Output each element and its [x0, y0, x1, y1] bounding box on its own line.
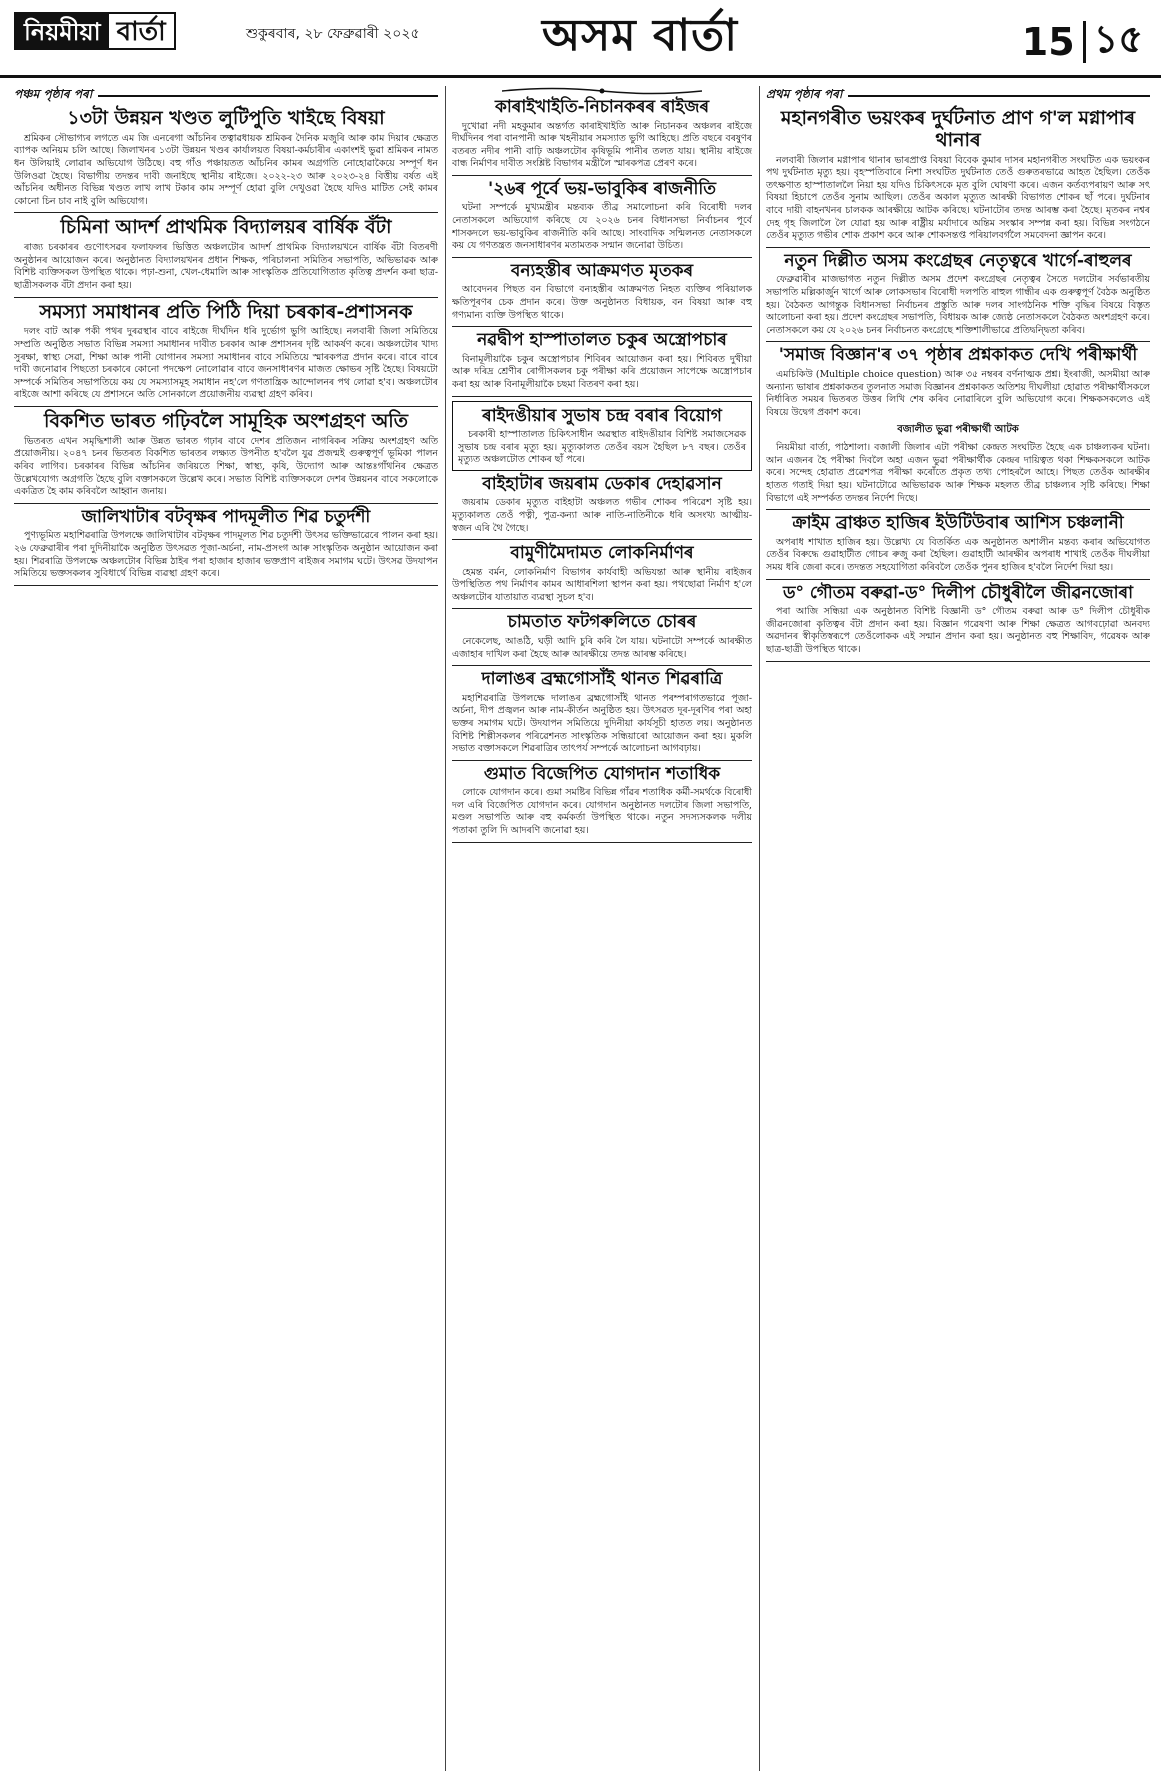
article-headline: জালিখাটাৰ বটবৃক্ষৰ পাদমূলীত শিৱ চতুৰ্দশী [81, 506, 371, 527]
continued-rule [848, 95, 1150, 97]
article-chimina-school[interactable] [14, 217, 438, 297]
article-accident-officer[interactable] [766, 108, 1150, 248]
article-body: পৰা আজি সন্ধিয়া এক অনুষ্ঠানত বিশিষ্ট বিজ্ঞানী ড° গৌতম বৰুৱা আৰু ড° দিলীপ চৌধুৰীক জীৱনজোৰা কৃতিত্বৰ বঁটা প্ৰদান কৰা হয়। বিজ্ঞান গৱেষণা আৰু শিক্ষা ক্ষেত্ৰত আগবঢ়োৱা অনবদ্য অৱদানৰ স্বীকৃতিস্বৰূপে তেওঁলোকক এই সন্মান প্ৰদান কৰা হয়। অনুষ্ঠানত বহু শিক্ষাবিদ, গৱেষক আৰু ছাত্ৰ-ছাত্ৰী উপস্থিত থাকে। [766, 606, 1150, 655]
article-politics-2026[interactable] [452, 180, 752, 258]
continued-rule [98, 95, 438, 97]
article-elephant-attack[interactable] [452, 262, 752, 327]
logo-part-1: নিয়মীয়া [16, 14, 109, 48]
article-body: বিনামূলীয়াকৈ চকুৰ অস্ত্ৰোপচাৰ শিবিৰৰ আয়োজন কৰা হয়। শিবিৰত দুখীয়া আৰু দৰিদ্ৰ শ্ৰেণীৰ ৰোগীসকলৰ চকু পৰীক্ষা কৰি প্ৰয়োজন সাপেক্ষে অস্ত্ৰোপচাৰ কৰা হয় আৰু বিনামূলীয়াকৈ চছমা বিতৰণ কৰা হয়। [452, 353, 752, 390]
article-eye-surgery[interactable] [452, 331, 752, 396]
column-divider [759, 86, 760, 1771]
article-headline: নৱদ্বীপ হাস্পাতালত চকুৰ অস্ত্ৰোপচাৰ [477, 330, 727, 351]
article-headline: ১৩টা উন্নয়ন খণ্ডত লুটিপুতি খাইছে বিষয়া [67, 107, 385, 129]
article-body: ভিতৰত এখন সমৃদ্ধিশালী আৰু উন্নত ভাৰত গঢ়াৰ বাবে দেশৰ প্ৰতিজন নাগৰিকৰ সক্ৰিয় অংশগ্ৰহণ অতি প্ৰয়োজনীয়। ২০৪৭ চনৰ ভিতৰত বিকশিত ভাৰতৰ লক্ষ্যত উপনীত হ'বলৈ যুৱ প্ৰজন্মই গুৰুত্বপূৰ্ণ ভূমিকা পালন কৰিব লাগিব। চৰকাৰৰ বিভিন্ন আঁচনিৰ জৰিয়তে শিক্ষা, স্বাস্থ্য, কৃষি, উদ্যোগ আৰু আন্তঃগাঁথনিৰ ক্ষেত্ৰত উল্লেখযোগ্য অগ্ৰগতি হৈছে বুলি বক্তাসকলে উল্লেখ কৰে। সভাত বিশিষ্ট ব্যক্তিসকলে দেশৰ উন্নয়নৰ বাবে সকলোকে একত্ৰিত হৈ কাম কৰিবলৈ আহ্বান জনায়। [14, 435, 438, 498]
article-theft[interactable] [452, 613, 752, 666]
article-problem-solving[interactable] [14, 302, 438, 407]
article-headline: সমস্যা সমাধানৰ প্ৰতি পিঠি দিয়া চৰকাৰ-প্ৰশাসনক [39, 300, 413, 323]
article-guma-bjp[interactable] [452, 765, 752, 843]
article-body: শ্ৰমিকৰ সৌভাগ্যৰ লগতে এম জি এনৰেগা আঁচনিৰ তত্বাৱধায়ক শ্ৰমিকৰ দৈনিক মজুৰি আৰু কাম দিয়াৰ ক্ষেত্ৰত ব্যাপক অনিয়ম চলি আছে। জিলাখনৰ ১৩টা উন্নয়ন খণ্ডৰ কাৰ্যালয়ত বিষয়া-কৰ্মচাৰীৰ একাংশই ভুৱা শ্ৰমিকৰ নামত ধন উলিয়াই লোৱাৰ অভিযোগ উঠিছে। বহু গাঁও পঞ্চায়তত আঁচনিৰ কামৰ অগ্ৰগতি নোহোৱাকৈয়ে সম্পূৰ্ণ ধন উলিওৱা হৈছে। বিভাগীয় তদন্তৰ দাবী জনাইছে স্থানীয় ৰাইজে। ২০২২-২৩ আৰু ২০২৩-২৪ বিত্তীয় বৰ্ষত এই আঁচনিৰ অধীনত বিভিন্ন খণ্ডত লাখ লাখ টকাৰ কাম সম্পূৰ্ণ হোৱা বুলি দেখুওৱা হৈছে যদিও মাটিত সেই কামৰ কোনো চিন চাব নাই বুলি অভিযোগ। [14, 132, 438, 207]
page-number [1022, 10, 1143, 74]
article-development-blocks[interactable] [14, 108, 438, 213]
article-body: পুণ্যভূমিত মহাশিৱৰাত্ৰি উপলক্ষে জালিখাটাৰ বটবৃক্ষৰ পাদমূলত শিৱ চতুৰ্দশী উৎসৱ ভক্তিভাৱেৰে পালন কৰা হয়। ২৬ ফেব্ৰুৱাৰীৰ পৰা দুদিনীয়াকৈ অনুষ্ঠিত উৎসৱত পূজা-অৰ্চনা, নাম-প্ৰসংগ আৰু সাংস্কৃতিক অনুষ্ঠান আয়োজন কৰা হয়। শিৱৰাত্ৰি উপলক্ষে অঞ্চলটোৰ বিভিন্ন ঠাইৰ পৰা হাজাৰ হাজাৰ ভক্তপ্ৰাণ ৰাইজৰ সমাগম ঘটে। উৎসৱ উদযাপন সমিতিয়ে ভক্তসকলৰ সুবিধাৰ্থে বিভিন্ন ব্যৱস্থা গ্ৰহণ কৰে। [14, 530, 438, 580]
article-body: নলবাৰী জিলাৰ মগ্নাপাৰ থানাৰ ভাৰপ্ৰাপ্ত বিষয়া বিবেক কুমাৰ দাসৰ মহানগৰীত সংঘটিত এক ভয়ংকৰ পথ দুৰ্ঘটনাত মৃত্যু হয়। বৃহস্পতিবাৰে নিশা সংঘটিত দুৰ্ঘটনাত তেওঁ গুৰুতৰভাৱে আহত হৈছিল। তেওঁক তৎক্ষণাত হাস্পাতাললৈ নিয়া হয় যদিও চিকিৎসকে মৃত বুলি ঘোষণা কৰে। এজন কৰ্তব্যপৰায়ণ আৰু সৎ বিষয়া হিচাপে তেওঁৰ সুনাম আছিল। তেওঁৰ অকাল মৃত্যুত আৰক্ষী বিভাগত শোকৰ ছাঁ পৰে। দুৰ্ঘটনাৰ বাবে দায়ী বাহনখনৰ চালকক আৰক্ষীয়ে আটক কৰিছে। ঘটনাটোৰ তদন্ত আৰম্ভ কৰা হৈছে। মৃতকৰ নশ্বৰ দেহ গৃহ জিলালৈ লৈ যোৱা হয় আৰু ৰাষ্ট্ৰীয় মৰ্যাদাৰে অন্তিম সংস্কাৰ সম্পন্ন কৰা হয়। বিভিন্ন সংগঠনে তেওঁৰ মৃত্যুত গভীৰ শোক প্ৰকাশ কৰে আৰু শোকসন্তপ্ত পৰিয়ালবৰ্গলৈ সমবেদনা জ্ঞাপন কৰে। [766, 154, 1150, 242]
ornament-icon [502, 86, 702, 96]
continued-label: প্ৰথম পৃষ্ঠাৰ পৰা [766, 86, 1150, 106]
article-body: দুখোৱা নদী মহকুমাৰ অন্তৰ্গত কাৰাইখাইতি আৰু নিচানকৰ অঞ্চলৰ ৰাইজে দীৰ্ঘদিনৰ পৰা বানপানী আৰু খহনীয়াৰ সমস্যাত ভুগি আহিছে। প্ৰতি বছৰে বৰষুণৰ বতৰত নদীৰ পানী বাঢ়ি অঞ্চলটোৰ কৃষিভূমি পানীৰ তলত যায়। স্থানীয় ৰাইজে বান্ধ নিৰ্মাণৰ দাবীত সংশ্লিষ্ট বিভাগৰ মন্ত্ৰীলৈ স্মাৰকপত্ৰ প্ৰেৰণ কৰে। [452, 120, 752, 170]
article-headline: '২৬ৰ পূৰ্বে ভয়-ভাবুকিৰ ৰাজনীতি [488, 178, 716, 199]
right-column [766, 86, 1150, 1771]
article-dalang-shivaratri[interactable] [452, 670, 752, 761]
article-body: আবেদনৰ পিছত বন বিভাগে বন্যহস্তীৰ আক্ৰমণত নিহত ব্যক্তিৰ পৰিয়ালক ক্ষতিপূৰণৰ চেক প্ৰদান কৰে। উক্ত অনুষ্ঠানত বিধায়ক, বন বিষয়া আৰু বহু গণ্যমান্য ব্যক্তি উপস্থিত থাকে। [452, 284, 752, 321]
article-headline: চামতাত ফটগৰুলিতে চোৰৰ [507, 612, 697, 633]
page-number-bengali: ১৫ [1093, 17, 1143, 61]
article-body: জয়ৰাম ডেকাৰ মৃত্যুত বাইহাটা অঞ্চলত গভীৰ শোকৰ পৰিৱেশ সৃষ্টি হয়। মৃত্যুকালত তেওঁ পত্নী, পুত্ৰ-কন্যা আৰু নাতি-নাতিনীকে ধৰি অসংখ্য আত্মীয়-স্বজন এৰি থৈ গৈছে। [452, 497, 752, 534]
article-headline: মহানগৰীত ভয়ংকৰ দুৰ্ঘটনাত প্ৰাণ গ'ল মগ্নাপাৰ থানাৰ [780, 107, 1136, 151]
article-lifetime-award[interactable] [766, 584, 1150, 662]
article-body: এমচিকিউ (Multiple choice question) আৰু ৩৫ নম্বৰৰ বৰ্ণনাত্মক প্ৰশ্ন। ইংৰাজী, অসমীয়া আৰু অন্যান্য ভাষাৰ প্ৰশ্নকাকতৰ তুলনাত সমাজ বিজ্ঞানৰ প্ৰশ্নকাকত অতিশয় দীঘলীয়া হোৱাত পৰীক্ষাৰ্থীসকলে নিৰ্ধাৰিত সময়ৰ ভিতৰত উত্তৰ লিখি শেষ কৰিব নোৱাৰিলে বুলি অভিযোগ কৰে। শিক্ষকসকলেও এই বিষয়ে উদ্বেগ প্ৰকাশ কৰে। [766, 368, 1150, 418]
left-column [14, 86, 438, 1771]
middle-column [452, 86, 752, 1771]
article-body: ৰাজ্য চৰকাৰৰ গুণোৎসৱৰ ফলাফলৰ ভিত্তিত অঞ্চলটোৰ আদৰ্শ প্ৰাথমিক বিদ্যালয়খনে বাৰ্ষিক বঁটা বিতৰণী অনুষ্ঠানৰ আয়োজন কৰে। অনুষ্ঠানত বিদ্যালয়খনৰ প্ৰধান শিক্ষক, পৰিচালনা সমিতিৰ সভাপতি, অভিভাৱক আৰু বিশিষ্ট ব্যক্তিসকল উপস্থিত থাকে। পঢ়া-শুনা, খেল-ধেমালি আৰু সাংস্কৃতিক প্ৰতিযোগিতাত কৃতিত্ব প্ৰদৰ্শন কৰা ছাত্ৰ-ছাত্ৰীসকলক বঁটা প্ৰদান কৰা হয়। [14, 242, 438, 292]
article-congress-delhi[interactable] [766, 252, 1150, 343]
article-body: লোকে যোগদান কৰে। গুমা সমষ্টিৰ বিভিন্ন গাঁৱৰ শতাধিক কৰ্মী-সমৰ্থকে বিৰোধী দল এৰি বিজেপিত যোগদান কৰে। যোগদান অনুষ্ঠানত দলটোৰ জিলা সভাপতি, মণ্ডল সভাপতি আৰু বহু কৰ্মকৰ্তা উপস্থিত থাকে। নতুন সদস্যসকলক দলীয় পতাকা তুলি দি আদৰণি জনোৱা হয়। [452, 787, 752, 837]
section-title: অসম বাৰ্তা [542, 10, 738, 61]
article-shiva-chaturdashi[interactable] [14, 508, 438, 586]
article-headline: বাইহাটাৰ জয়ৰাম ডেকাৰ দেহাৱসান [482, 473, 722, 494]
dateline: শুকুৰবাৰ, ২৮ ফেব্ৰুৱাৰী ২০২৫ [246, 26, 420, 42]
article-headline: কাৰাইখাইতি-নিচানকৰৰ ৰাইজৰ [494, 97, 710, 117]
masthead [0, 0, 1161, 78]
article-social-science-paper[interactable] [766, 346, 1150, 510]
article-body: ঘটনা সম্পৰ্কে মুখ্যমন্ত্ৰীৰ মন্তব্যক তীব্ৰ সমালোচনা কৰি বিৰোধী দলৰ নেতাসকলে অভিযোগ কৰিছে যে ২০২৬ চনৰ বিধানসভা নিৰ্বাচনৰ পূৰ্বে শাসকদলে ভয়-ভাবুকিৰ ৰাজনীতি কৰি আছে। সাংবাদিক সন্মিলনত নেতাসকলে কয় যে গণতন্ত্ৰত জনসাধাৰণৰ মতামতক সন্মান জনোৱা উচিত। [452, 202, 752, 252]
article-headline: ৰাইদঙীয়াৰ সুভাষ চন্দ্ৰ বৰাৰ বিয়োগ [482, 405, 722, 426]
page-number-divider [1083, 21, 1086, 63]
article-headline: বিকশিত ভাৰত গঢ়িবলৈ সামূহিক অংশগ্ৰহণ অতি [44, 410, 408, 433]
article-headline: ড° গৌতম বৰুৱা-ড° দিলীপ চৌধুৰীলৈ জীৱনজোৰা [782, 582, 1134, 603]
article-youtuber-crime-branch[interactable] [766, 514, 1150, 579]
newspaper-logo[interactable] [14, 12, 176, 50]
article-headline: বামুণীমৈদামত লোকনিৰ্মাণৰ [510, 543, 694, 564]
article-body: ফেব্ৰুৱাৰীৰ মাজভাগত নতুন দিল্লীত অসম প্ৰদেশ কংগ্ৰেছৰ নেতৃত্বৰ সৈতে দলটোৰ সৰ্বভাৰতীয় সভাপতি মল্লিকাৰ্জুন খাৰ্গে আৰু লোকসভাৰ বিৰোধী দলপতি ৰাহুল গান্ধীৰ এক গুৰুত্বপূৰ্ণ বৈঠক অনুষ্ঠিত হয়। বৈঠকত আগন্তুক বিধানসভা নিৰ্বাচনৰ প্ৰস্তুতি আৰু দলৰ সাংগঠনিক শক্তি বৃদ্ধিৰ বিষয়ে বিস্তৃত আলোচনা কৰা হয়। প্ৰদেশ কংগ্ৰেছৰ সভাপতি, বিধায়ক আৰু জ্যেষ্ঠ নেতাসকলে বৈঠকত অংশগ্ৰহণ কৰে। নেতাসকলে কয় যে ২০২৬ চনৰ নিৰ্বাচনত কংগ্ৰেছে শক্তিশালীভাৱে প্ৰতিদ্বন্দ্বিতা কৰিব। [766, 274, 1150, 336]
article-karaikhaiti[interactable] [452, 98, 752, 176]
article-body: নেকেলেছ, আঙঠি, ঘড়ী আদি চুৰি কৰি লৈ যায়। ঘটনাটো সম্পৰ্কে আৰক্ষীত এজাহাৰ দাখিল কৰা হৈছে আৰু আৰক্ষীয়ে তদন্ত আৰম্ভ কৰিছে। [452, 636, 752, 660]
article-headline: দালাঙৰ ব্ৰহ্মগোসাঁই থানত শিৱৰাত্ৰি [481, 669, 723, 690]
article-body: হেমন্ত বৰ্মন, লোকনিৰ্মাণ বিভাগৰ কাৰ্যবাহী অভিযন্তা আৰু স্থানীয় ৰাইজৰ উপস্থিতিত পথ নিৰ্মাণৰ কামৰ আধাৰশিলা স্থাপন কৰা হয়। পথছোৱা নিৰ্মাণ হ'লে অঞ্চলটোৰ যাতায়াত ব্যৱস্থা সুচল হ'ব। [452, 566, 752, 603]
article-headline: 'সমাজ বিজ্ঞান'ৰ ৩৭ পৃষ্ঠাৰ প্ৰশ্নকাকত দেখি পৰীক্ষাৰ্থী [778, 345, 1138, 366]
article-obituary-jayaram[interactable] [452, 475, 752, 540]
article-viksit-bharat[interactable] [14, 411, 438, 504]
article-body: চৰকাৰী হাস্পাতালত চিকিৎসাধীন অৱস্থাত ৰাইদঙীয়াৰ বিশিষ্ট সমাজসেৱক সুভাষ চন্দ্ৰ বৰাৰ মৃত্যু হয়। মৃত্যুকালত তেওঁৰ বয়স হৈছিল ৮৭ বছৰ। তেওঁৰ মৃত্যুত অঞ্চলটোত শোকৰ ছাঁ পৰে। [458, 429, 746, 466]
article-headline: বন্যহস্তীৰ আক্ৰমণত মৃতকৰ [510, 260, 694, 281]
article-bamunimaidam[interactable] [452, 544, 752, 609]
article-headline: নতুন দিল্লীত অসম কংগ্ৰেছৰ নেতৃত্বৰে খাৰ্গে-ৰাহুলৰ [784, 250, 1132, 271]
logo-part-2: বাৰ্তা [109, 14, 174, 48]
article-body: দলং বাট আৰু পকী পথৰ দুৰৱস্থাৰ বাবে ৰাইজে দীৰ্ঘদিন ধৰি দুৰ্ভোগ ভুগি আহিছে। নলবাৰী জিলা সমিতিয়ে সম্প্ৰতি অনুষ্ঠিত সভাত বিভিন্ন সমস্যা সমাধানৰ দাবীত চৰকাৰ আৰু প্ৰশাসনৰ দৃষ্টি আকৰ্ষণ কৰে। অঞ্চলটোৰ খাদ্য সুৰক্ষা, স্বাস্থ্য সেৱা, শিক্ষা আৰু পানী যোগানৰ সমস্যা সমাধানৰ বাবে সমিতিয়ে স্মাৰকপত্ৰ প্ৰদান কৰে। বাৰে বাৰে দাবী জনোৱাৰ পিছতো চৰকাৰে কোনো পদক্ষেপ নোলোৱাৰ বাবে জনসাধাৰণৰ মাজত ক্ষোভৰ সৃষ্টি হৈছে। বিষয়টো সম্পৰ্কে সমিতিৰ সভাপতিয়ে কয় যে সমস্যাসমূহ সমাধান নহ'লে গণতান্ত্ৰিক আন্দোলনৰ পথ লোৱা হ'ব। অঞ্চলটোৰ ৰাইজে আশা কৰিছে যে প্ৰশাসনে অতি সোনকালে প্ৰয়োজনীয় ব্যৱস্থা গ্ৰহণ কৰিব। [14, 326, 438, 401]
article-body: নিয়মীয়া বাৰ্তা, পাঠশালা। বজালী জিলাৰ এটা পৰীক্ষা কেন্দ্ৰত সংঘটিত হৈছে এক চাঞ্চল্যকৰ ঘটনা। আন এজনৰ হৈ পৰীক্ষা দিবলৈ অহা এজন ভুৱা পৰীক্ষাৰ্থীক কেন্দ্ৰৰ দায়িত্বত থকা শিক্ষকসকলে আটক কৰে। সন্দেহ হোৱাত প্ৰৱেশপত্ৰ পৰীক্ষা কৰোঁতে প্ৰকৃত তথ্য পোহৰলৈ আহে। পিছত তেওঁক আৰক্ষীৰ হাতত গতাই দিয়া হয়। ঘটনাটোৱে অভিভাৱক আৰু শিক্ষক মহলত তীব্ৰ চাঞ্চল্যৰ সৃষ্টি কৰিছে। শিক্ষা বিভাগে এই সম্পৰ্কত তদন্তৰ নিৰ্দেশ দিছে। [766, 442, 1150, 504]
article-obituary-subhash[interactable] [452, 401, 752, 471]
article-body: অপৰাধ শাখাত হাজিৰ হয়। উল্লেখ্য যে বিতৰ্কিত এক অনুষ্ঠানত অশালীন মন্তব্য কৰাৰ অভিযোগত তেওঁৰ বিৰুদ্ধে গুৱাহাটীত গোচৰ ৰুজু কৰা হৈছিল। গুৱাহাটী আৰক্ষীৰ অপৰাধ শাখাই তেওঁক দীঘলীয়া সময় ধৰি জেৰা কৰে। তদন্তত সহযোগিতা কৰিবলৈ তেওঁক পুনৰ হাজিৰ হ'বলৈ নিৰ্দেশ দিয়া হয়। [766, 536, 1150, 573]
page-number-latin: 15 [1021, 20, 1075, 64]
article-headline: গুমাত বিজেপিত যোগদান শতাধিক [483, 763, 721, 784]
article-subhead: বজালীত ভুৱা পৰীক্ষাৰ্থী আটক [897, 424, 1019, 436]
article-headline: ক্ৰাইম ব্ৰাঞ্চত হাজিৰ ইউটিউবাৰ আশিস চঞ্চলানী [792, 513, 1124, 534]
column-divider [445, 86, 446, 1771]
article-headline: চিমিনা আদৰ্শ প্ৰাথমিক বিদ্যালয়ৰ বাৰ্ষিক বঁটা [60, 216, 392, 239]
article-body: মহাশিৱৰাত্ৰি উপলক্ষে দালাঙৰ ব্ৰহ্মগোসাঁই থানত পৰম্পৰাগতভাৱে পূজা-অৰ্চনা, দীপ প্ৰজ্বলন আৰু নাম-কীৰ্তন অনুষ্ঠিত হয়। উৎসৱত দূৰ-দূৰণিৰ পৰা অহা ভক্তৰ সমাগম ঘটে। উদযাপন সমিতিয়ে দুদিনীয়া কাৰ্যসূচী হাতত লয়। অনুষ্ঠানত বিশিষ্ট শিল্পীসকলৰ পৰিৱেশনত সাংস্কৃতিক সন্ধিয়াৰো আয়োজন কৰা হয়। মুকলি সভাত বক্তাসকলে শিৱৰাত্ৰিৰ তাৎপৰ্য সম্পৰ্কে আলোচনা আগবঢ়ায়। [452, 692, 752, 755]
continued-label: পঞ্চম পৃষ্ঠাৰ পৰা [14, 86, 438, 106]
